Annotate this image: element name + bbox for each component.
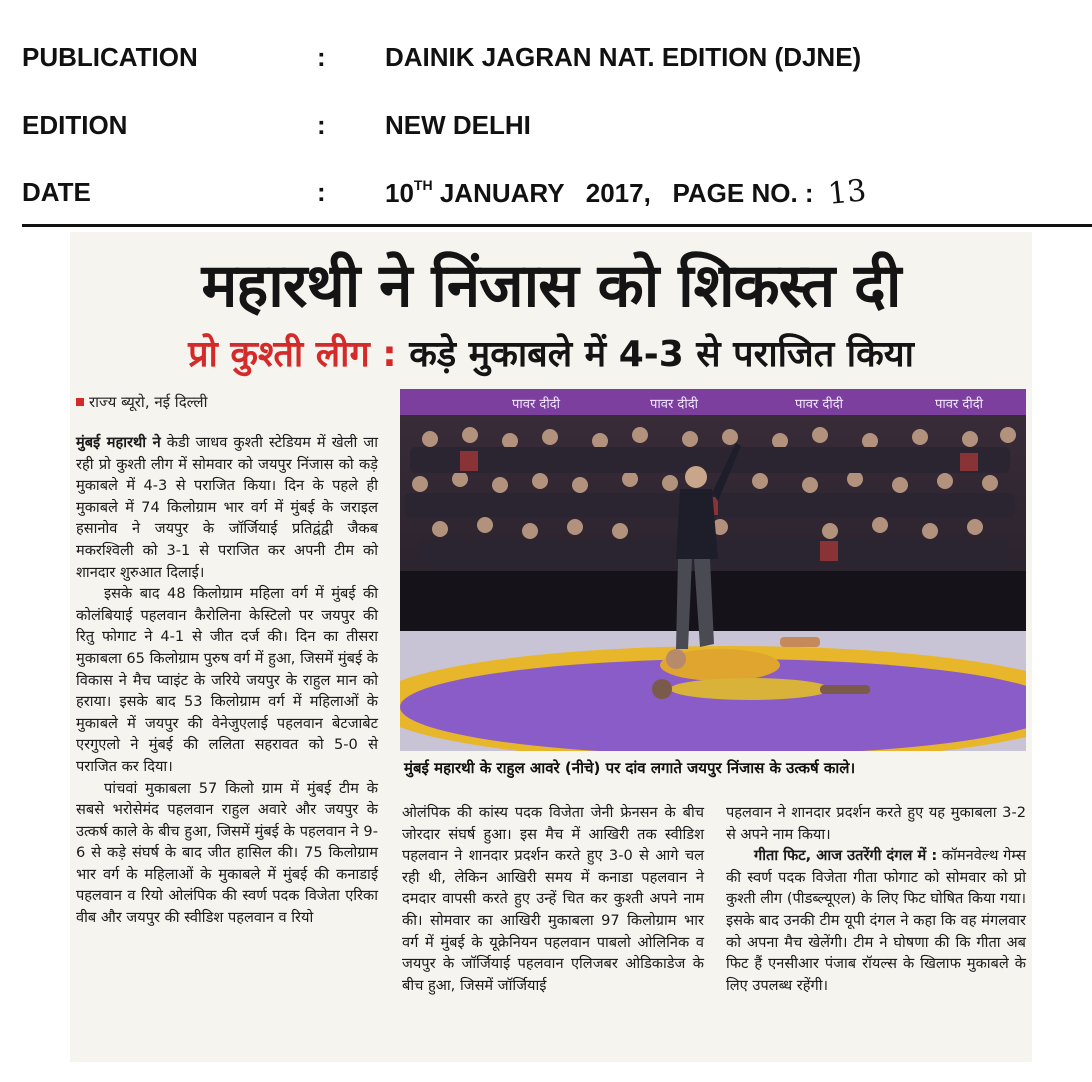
- col1-para-1: केडी जाधव कुश्ती स्टेडियम में खेली जा रही प्रो कुश्ती लीग में सोमवार को जयपुर निंजास को कड़े मुकाबले में 4-3 से पराजित किया। दिन के पहले ही मुकाबले में 74 किलोग्राम भार वर्ग में मुंबई के जराइल हसानोव ने जयपुर के जॉर्जियाई प्रतिद्वंद्वी जैकब मकरश्विली को 3-1 से पराजित कर अपनी टीम को शानदार शुरुआत दिलाई।: [76, 434, 378, 581]
- wrestling-photo: [400, 389, 1026, 751]
- barrier-board: [400, 571, 1026, 631]
- banner-text-2: पावर दीदी: [650, 397, 698, 412]
- article-headline: महारथी ने निंजास को शिकस्त दी: [201, 251, 901, 321]
- lead-bold: मुंबई महारथी ने: [76, 434, 161, 451]
- byline: [76, 392, 207, 412]
- col3-subheading: गीता फिट, आज उतरेंगी दंगल में :: [754, 847, 938, 865]
- wrestling-scene-illustration: [400, 389, 1026, 751]
- col2-para-1: ओलंपिक की कांस्य पदक विजेता जेनी फ्रेनसन के बीच जोरदार संघर्ष हुआ। इस मैच में आखिरी तक स्वीडिश पहलवान ने शानदार प्रदर्शन करते हुए 3-0 से आगे चल रही थी, लेकिन आखिरी समय में कनाडा पहलवान ने दमदार वापसी करते हुए उन्हें चित कर कुश्ती अपने नाम की। सोमवार का आखिरी मुकाबला 97 किलोग्राम भार वर्ग में मुंबई के यूक्रेनियन पहलवान पाबलो ओलिनिक व जयपुर के जॉर्जियाई पहलवान एलिजबर ओडिकाडेज के बीच हुआ, जिसमें जॉर्जियाई: [402, 804, 704, 994]
- publication-label: PUBLICATION: [22, 41, 198, 72]
- col1-para-3: पांचवां मुकाबला 57 किलो ग्राम में मुंबई टीम के सबसे भरोसेमंद पहलवान राहुल अवारे और जयपुर के उत्कर्ष काले के बीच हुआ, जिसमें मुंबई के पहलवान ने 9-6 से कड़े संघर्ष के बाद जीत हासिल की। 75 किलोग्राम भार वर्ग के महिलाओं के मुकाबले में मुंबई की कनाडाई पहलवान व रियो ओलंपिक की स्वर्ण पदक विजेता एरिका वीब और जयपुर की स्वीडिश पहलवान व रियो: [76, 779, 378, 927]
- date-rest: JANUARY 2017, PAGE NO. :: [439, 177, 814, 208]
- photo-caption: मुंबई महारथी के राहुल आवरे (नीचे) पर दांव लगाते जयपुर निंजास के उत्कर्ष काले।: [404, 759, 856, 777]
- newspaper-clipping: [70, 232, 1032, 1062]
- publication-colon: :: [317, 41, 326, 72]
- banner-text-1: पावर दीदी: [512, 397, 560, 412]
- edition-value: NEW DELHI: [385, 109, 531, 140]
- article-subhead: [70, 328, 1032, 377]
- publication-row: [22, 37, 861, 77]
- banner-text-3: पावर दीदी: [795, 397, 843, 412]
- edition-row: [22, 105, 531, 145]
- date-colon: :: [317, 176, 326, 207]
- byline-square-icon: [76, 398, 84, 406]
- page-no-handwritten: 13: [825, 172, 868, 212]
- col1-para-2: इसके बाद 48 किलोग्राम महिला वर्ग में मुंबई की कोलंबियाई पहलवान कैरोलिना केस्टिलो पर जयपुर की रितु फोगाट ने 4-1 से जीत दर्ज की। दिन का तीसरा मुकाबला 65 किलोग्राम पुरुष वर्ग में हुआ, जिसमें मुंबई के विकास ने मैच प्वाइंट के जरिये जयपुर के राहुल मान को हराया। इसके बाद 53 किलोग्राम वर्ग में महिलाओं के मुकाबले में जयपुर की वेनेजुएलाई पहलवान बेटजाबेट एरगुएलो ने मुंबई की ललिता सहरावत को 5-0 से पराजित कर दिया।: [76, 585, 378, 775]
- edition-label: EDITION: [22, 109, 128, 140]
- subhead-prefix: प्रो कुश्ती लीग :: [188, 334, 397, 375]
- col3-para-1: पहलवान ने शानदार प्रदर्शन करते हुए यह मुकाबला 3-2 से अपने नाम किया।: [726, 804, 1026, 843]
- article-column-1: [76, 432, 378, 929]
- date-label: DATE: [22, 176, 91, 207]
- arena-banner: [400, 389, 1026, 415]
- subhead-text: कड़े मुकाबले में 4-3 से पराजित किया: [409, 334, 914, 375]
- date-row: [22, 172, 866, 212]
- publication-value: DAINIK JAGRAN NAT. EDITION (DJNE): [385, 41, 862, 72]
- article-column-2: [402, 802, 704, 996]
- banner-text-4: पावर दीदी: [935, 397, 983, 412]
- article-column-3: [726, 802, 1026, 996]
- date-value: [385, 172, 868, 212]
- byline-text: राज्य ब्यूरो, नई दिल्ली: [89, 393, 208, 411]
- edition-colon: :: [317, 109, 326, 140]
- date-suffix: TH: [413, 176, 433, 193]
- header-divider: [22, 224, 1092, 227]
- date-day: 10: [385, 177, 414, 208]
- col3-para-2: कॉमनवेल्थ गेम्स की स्वर्ण पदक विजेता गीता फोगाट को सोमवार को प्रो कुश्ती लीग (पीडब्ल्यूएल) के लिए फिट घोषित किया गया। इसके बाद उनकी टीम यूपी दंगल ने कहा कि वह मंगलवार को अपना मैच खेलेंगी। टीम ने घोषणा की कि गीता अब फिट हैं एनसीआर पंजाब रॉयल्स के खिलाफ मुकाबले के लिए उपलब्ध रहेंगी।: [726, 847, 1026, 994]
